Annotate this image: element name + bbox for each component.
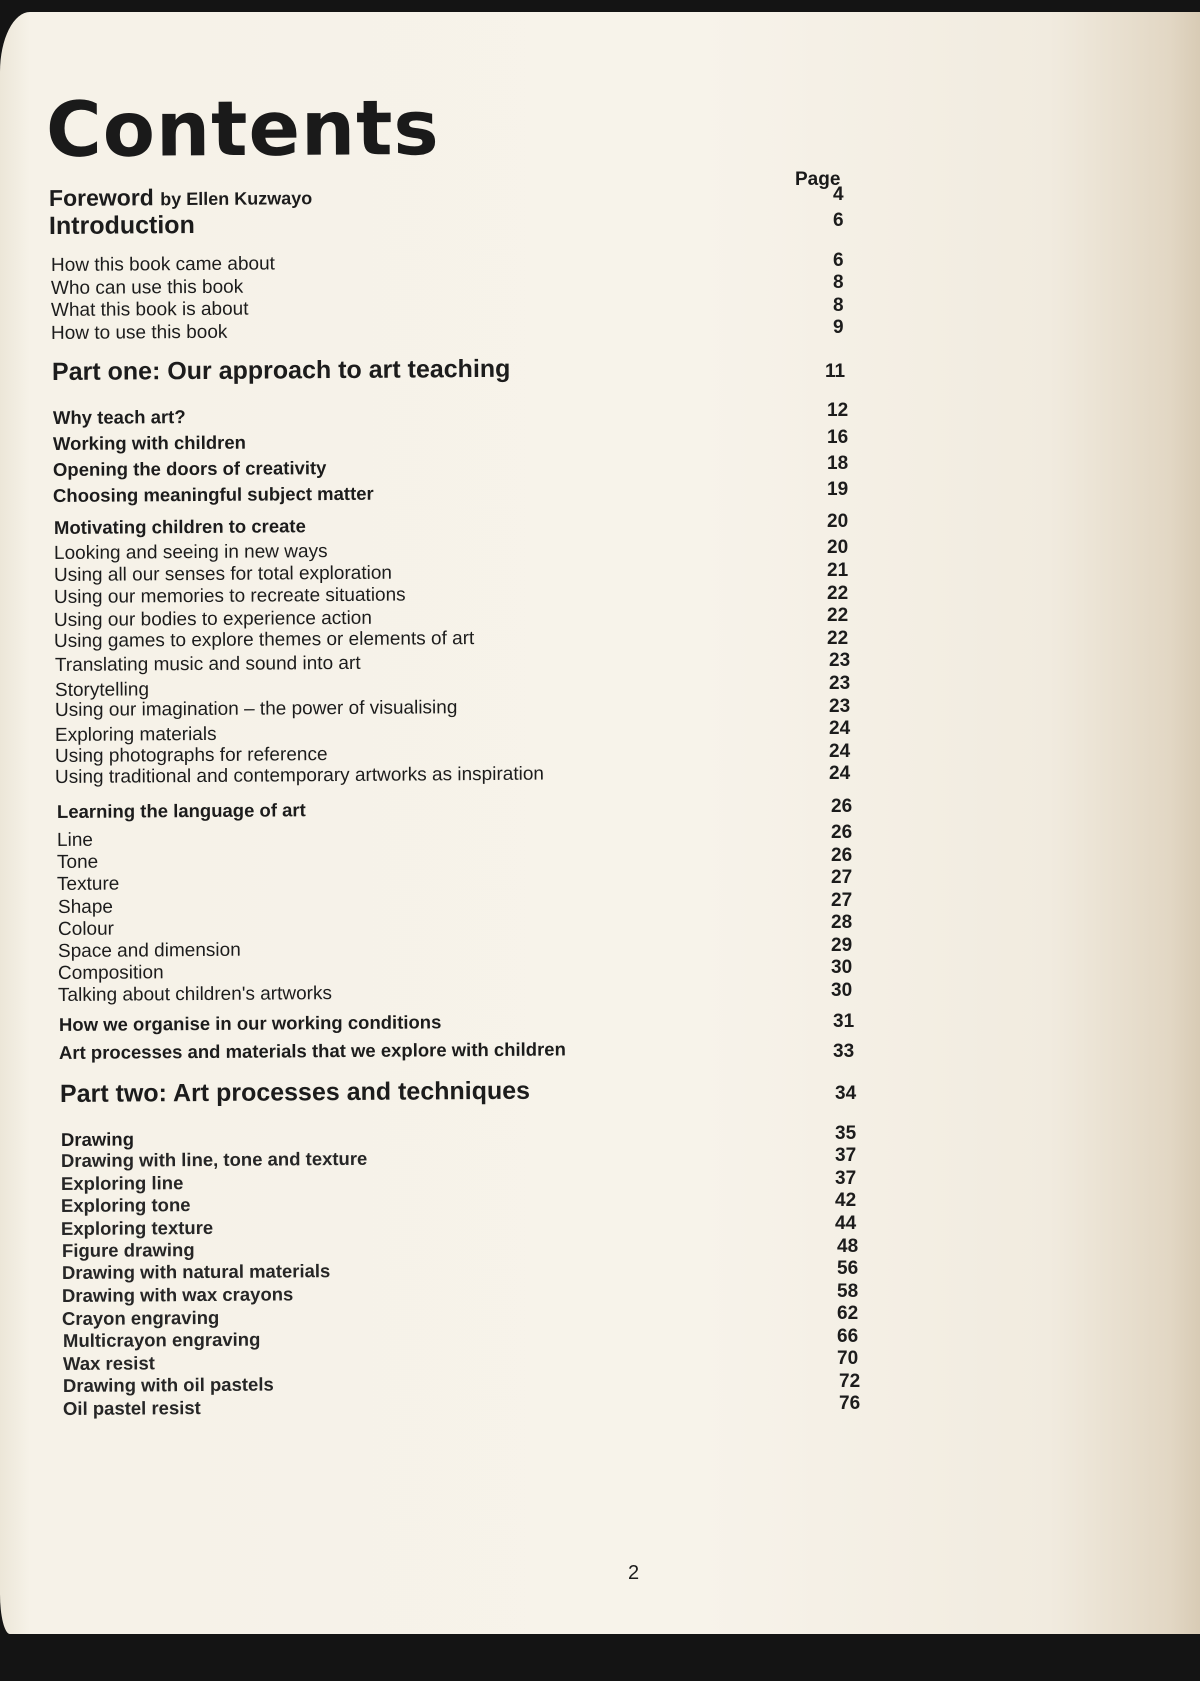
page-column-header: Page xyxy=(795,169,841,190)
foreword-label: Foreword xyxy=(48,184,154,211)
toc-entry: Opening the doors of creativity xyxy=(52,457,327,480)
toc-page-number: 37 xyxy=(835,1145,857,1166)
toc-entry: Motivating children to create xyxy=(53,515,306,538)
toc-entry: Tone xyxy=(56,851,99,873)
toc-page-number: 29 xyxy=(831,935,853,956)
toc-entry: Part two: Art processes and techniques xyxy=(59,1076,531,1108)
toc-page-number: 58 xyxy=(837,1281,859,1302)
toc-entry: Using our bodies to experience action xyxy=(53,607,372,631)
toc-page-number: 22 xyxy=(827,583,849,604)
page-title: Contents xyxy=(45,82,440,175)
toc-page-number: 6 xyxy=(833,210,844,231)
toc-entry: Colour xyxy=(57,918,115,940)
toc-entry: Using all our senses for total exploration xyxy=(53,562,393,586)
toc-entry: Looking and seeing in new ways xyxy=(53,541,328,564)
toc-page-number: 23 xyxy=(829,650,851,671)
toc-page-number: 24 xyxy=(829,718,851,739)
toc-entry: Learning the language of art xyxy=(56,799,306,822)
page-number: 2 xyxy=(628,1562,640,1584)
toc-page-number: 42 xyxy=(835,1190,857,1211)
toc-entry: What this book is about xyxy=(50,298,249,321)
toc-entry: Working with children xyxy=(52,431,246,454)
toc-entry: Using traditional and contemporary artworks as inspiration xyxy=(54,763,545,788)
toc-page-number: 31 xyxy=(833,1011,855,1032)
toc-entry-foreword xyxy=(49,183,312,212)
toc-page-number: 30 xyxy=(831,957,853,978)
toc-entry: Multicrayon engraving xyxy=(62,1328,261,1351)
toc-entry: Using games to explore themes or elements of art xyxy=(53,628,475,652)
toc-page-number: 6 xyxy=(833,250,844,271)
toc-page-number: 24 xyxy=(829,741,851,762)
toc-page-number: 72 xyxy=(839,1371,861,1392)
toc-entry: Who can use this book xyxy=(50,276,244,299)
toc-entry: Composition xyxy=(57,962,164,984)
toc-page-number: 16 xyxy=(827,427,849,448)
toc-entry: Drawing xyxy=(60,1128,135,1150)
book-page xyxy=(0,12,1200,1634)
toc-entry: Why teach art? xyxy=(52,406,186,428)
toc-entry: Using our imagination – the power of visualising xyxy=(54,697,458,721)
toc-entry: How this book came about xyxy=(50,253,275,276)
toc-page-number: 12 xyxy=(827,400,849,421)
toc-page-number: 34 xyxy=(835,1083,857,1104)
toc-page-number: 27 xyxy=(831,890,853,911)
toc-page-number: 26 xyxy=(831,796,853,817)
toc-entry: Shape xyxy=(57,896,114,918)
toc-page-number: 28 xyxy=(831,912,853,933)
toc-entry: Drawing with wax crayons xyxy=(61,1283,294,1306)
toc-page-number: 35 xyxy=(835,1123,857,1144)
toc-page-number: 11 xyxy=(825,361,846,382)
toc-page-number: 62 xyxy=(837,1303,859,1324)
toc-page-number: 22 xyxy=(827,605,849,626)
toc-entry: Choosing meaningful subject matter xyxy=(52,482,374,506)
toc-page-number: 8 xyxy=(833,272,844,293)
toc-entry: Introduction xyxy=(48,210,195,240)
toc-page-number: 23 xyxy=(829,696,851,717)
toc-entry: Using photographs for reference xyxy=(54,744,328,767)
toc-page-number: 37 xyxy=(835,1168,857,1189)
toc-page-number: 22 xyxy=(827,628,849,649)
toc-page-number: 24 xyxy=(829,763,851,784)
toc-page-number: 26 xyxy=(831,845,853,866)
toc-page-number: 48 xyxy=(837,1236,859,1257)
toc-page-number: 56 xyxy=(837,1258,859,1279)
toc-entry: Exploring texture xyxy=(60,1216,214,1239)
toc-entry: Talking about children's artworks xyxy=(57,983,333,1006)
toc-page-number: 21 xyxy=(827,560,849,581)
toc-entry: Figure drawing xyxy=(61,1239,195,1261)
toc-entry: Texture xyxy=(56,873,120,895)
toc-entry: Part one: Our approach to art teaching xyxy=(51,354,511,386)
toc-page-number: 9 xyxy=(833,317,844,338)
toc-entry: Translating music and sound into art xyxy=(54,652,361,676)
toc-page-number: 70 xyxy=(837,1348,859,1369)
toc-entry: Exploring line xyxy=(60,1172,184,1194)
toc-entry: Drawing with oil pastels xyxy=(62,1373,274,1396)
toc-entry: Drawing with line, tone and texture xyxy=(60,1147,368,1171)
toc-page-number: 66 xyxy=(837,1326,859,1347)
foreword-author: by Ellen Kuzwayo xyxy=(160,188,313,210)
toc-entry: Crayon engraving xyxy=(61,1306,220,1329)
toc-entry: Wax resist xyxy=(62,1352,155,1374)
toc-page-number: 20 xyxy=(827,511,849,532)
toc-page-number: 20 xyxy=(827,537,849,558)
toc-page-number: 19 xyxy=(827,479,849,500)
toc-entry: How we organise in our working conditions xyxy=(58,1011,442,1035)
toc-page-number: 33 xyxy=(833,1041,855,1062)
toc-page-number: 23 xyxy=(829,673,851,694)
toc-entry: Art processes and materials that we explore with children xyxy=(58,1038,566,1063)
toc-page-number: 8 xyxy=(833,295,844,316)
toc-page-number: 30 xyxy=(831,980,853,1001)
toc-entry: Drawing with natural materials xyxy=(61,1260,331,1283)
toc-entry: Exploring materials xyxy=(54,723,217,746)
toc-page-number: 18 xyxy=(827,453,849,474)
toc-page-foreword: 4 xyxy=(833,184,844,205)
toc-page-number: 44 xyxy=(835,1213,857,1234)
toc-entry: Space and dimension xyxy=(57,939,241,962)
toc-page-number: 26 xyxy=(831,822,853,843)
toc-entry: Exploring tone xyxy=(60,1194,191,1216)
toc-page-number: 76 xyxy=(839,1393,861,1414)
toc-entry: Using our memories to recreate situations xyxy=(53,584,406,608)
toc-entry: Storytelling xyxy=(54,679,150,701)
toc-entry: Line xyxy=(56,829,93,851)
toc-entry: Oil pastel resist xyxy=(62,1397,201,1419)
toc-entry: How to use this book xyxy=(50,321,228,344)
toc-page-number: 27 xyxy=(831,867,853,888)
